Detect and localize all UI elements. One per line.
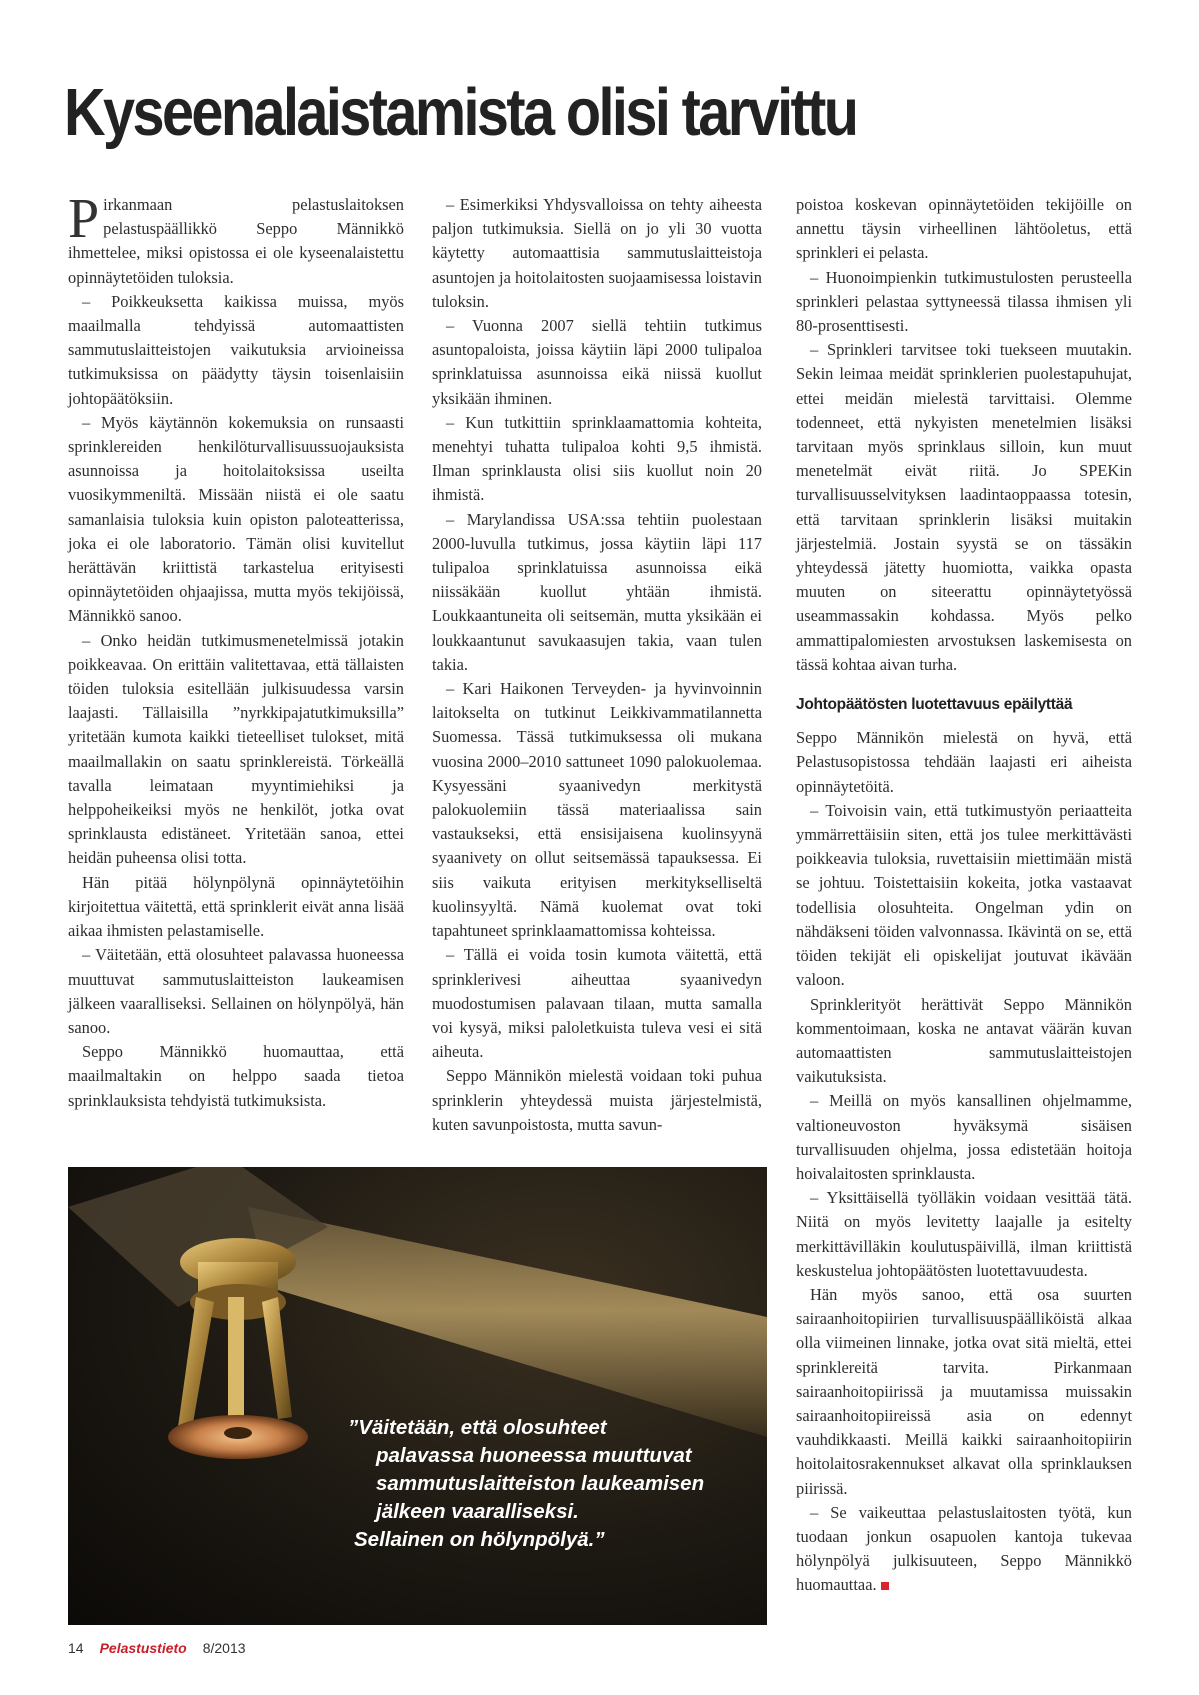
pull-quote-line: Sellainen on hölynpölyä.” bbox=[354, 1528, 605, 1551]
paragraph: – Sprinkleri tarvitsee toki tuekseen muutakin. Sekin leimaa meidät sprinklerien puolestapuhujat, ettei meidän mielestä tarvittaisi. Olemme todenneet, että nykyisten menetelmien lisäksi tarvitaan myös sprinklaus silloin, kun muut menetelmät eivät riitä. Jo SPEKin turvallisuusselvityksen laadintaoppaassa totesin, että tarvitaan sprinklerin lisäksi muitakin järjestelmiä. Jostain syystä se on tässäkin yhteydessä jätetty huomiotta, vaikka opasta muuten on siteerattu opinnäytetyössä useammassakin kohdassa. Myös pelko ammattipalomiesten arvostuksen laskemisesta on tässä kohtaa aivan turha. bbox=[796, 340, 1132, 674]
paragraph: – Esimerkiksi Yhdysvalloissa on tehty aiheesta paljon tutkimuksia. Siellä on jo yli 30 vuotta käytetty automaattisia sammutuslaitteistoja asuntojen ja hoitolaitosten suojaamisessa loistavin tuloksin. bbox=[432, 195, 762, 311]
end-of-article-mark bbox=[881, 1582, 889, 1590]
pull-quote-line: palavassa huoneessa muuttuvat bbox=[376, 1444, 692, 1467]
pull-quote-line: sammutuslaitteiston laukeamisen bbox=[376, 1472, 705, 1495]
paragraph: poistoa koskevan opinnäytetöiden tekijöille on annettu täysin virheellinen lähtöoletus, että sprinkleri ei pelasta. bbox=[796, 195, 1132, 263]
headline: Kyseenalaistamista olisi tarvittu bbox=[64, 75, 857, 150]
paragraph: – Myös käytännön kokemuksia on runsaasti sprinklereiden henkilöturvallisuussuojauksista asunnoissa ja hoitolaitoksissa useilta vuosikymmeniltä. Missään niistä ei ole saatu samanlaisia tuloksia kuin opiston paloteatterissa, joka ei ole laboratorio. Tämän olisi kuvitellut herättävän kriittistä tarkastelua erityisesti opinnäytetöiden ohjaajissa, mutta myös tekijöissä, Männikkö sanoo. bbox=[68, 412, 404, 626]
column-2 bbox=[432, 193, 762, 1137]
column-1 bbox=[68, 188, 404, 1113]
paragraph: Seppo Männikön mielestä voidaan toki puhua sprinklerin yhteydessä muista järjestelmistä, kuten savunpoistosta, mutta savun- bbox=[432, 1066, 762, 1134]
pull-quote-line: ”Väitetään, että olosuhteet bbox=[348, 1416, 607, 1439]
paragraph: – Toivoisin vain, että tutkimustyön periaatteita ymmärrettäisiin siten, että jos tulee merkittävästi poikkeavia tuloksia, ruvettaisiin miettimään mistä se johtuu. Toistettaisiin kokeita, jotka vastaavat todellisia olosuhteita. Ongelman ydin on nähdäkseni töiden valvonnassa. Ikävintä on se, että töiden tekijät eli opiskelijat joutuvat ikävään valoon. bbox=[796, 800, 1132, 990]
pull-quote-line: jälkeen vaaralliseksi. bbox=[376, 1500, 579, 1523]
page-number: 14 bbox=[68, 1640, 84, 1656]
paragraph: Seppo Männikkö huomauttaa, että maailmaltakin on helppo saada tietoa sprinklauksista tehdyistä tutkimuksista. bbox=[68, 1042, 404, 1110]
paragraph: – Meillä on myös kansallinen ohjelmamme, valtioneuvoston hyväksymä sisäisen turvallisuuden ohjelma, jossa edistetään hoitoja hoivalaitosten sprinklausta. bbox=[796, 1091, 1132, 1183]
column-3 bbox=[796, 193, 1132, 1598]
paragraph: – Yksittäisellä työlläkin voidaan vesittää tätä. Niitä on myös levitetty laajalle ja esitelty merkittävilläkin koulutuspäivillä, ilman kriittistä keskustelua johtopäätösten luotettavuudesta. bbox=[796, 1188, 1132, 1280]
pull-quote bbox=[348, 1414, 758, 1554]
paragraph: Seppo Männikön mielestä on hyvä, että Pelastusopistossa tehdään laajasti eri aiheista opinnäytetöitä. bbox=[796, 728, 1132, 796]
sprinkler-photo bbox=[68, 1167, 767, 1625]
paragraph: Hän pitää hölynpölynä opinnäytetöihin kirjoitettua väitettä, että sprinklerit eivät anna lisää aikaa ihmisten pelastamiselle. bbox=[68, 872, 404, 941]
paragraph: – Väitetään, että olosuhteet palavassa huoneessa muuttuvat sammutuslaitteiston laukeamisen jälkeen vaaralliseksi. Sellainen on hölynpölyä, hän sanoo. bbox=[68, 945, 404, 1037]
paragraph: – Kun tutkittiin sprinklaamattomia kohteita, menehtyi tuhatta tulipaloa kohti 9,5 ihmistä. Ilman sprinklausta olisi siis kuollut noin 20 ihmistä. bbox=[432, 412, 762, 505]
paragraph: Hän myös sanoo, että osa suurten sairaanhoitopiirien turvallisuuspäälliköistä alkaa olla viimeinen linnake, jotka ovat sitä mieltä, ettei sprinklereitä tarvita. Pirkanmaan sairaanhoitopiirissä ja muutamissa muissakin sairaanhoitopiireissä asia on edennyt vauhdikkaasti. Meillä kaikki sairaanhoitopiirin hoitolaitosrakennukset alkavat olla sprinklauksen piirissä. bbox=[796, 1284, 1132, 1498]
drop-cap: P bbox=[68, 188, 100, 250]
paragraph: – Kari Haikonen Terveyden- ja hyvinvoinnin laitokselta on tutkinut Leikkivammatilannetta Suomessa. Tässä tutkimuksessa oli mukana vuosina 2000–2010 sattuneet 1090 palokuolemaa. Kysyessäni syaanivedyn merkitystä palokuolemiin tässä materiaalissa sain vastaukseksi, että ensisijaisena kuolinsyynä syaanivety on ollut seitsemässä tapauksessa. Ei siis vaikuta erityisen merkitykselliseltä kuolinsyyltä. Nämä kuolemat ovat toki tapahtuneet sprinklaamattomissa kohteissa. bbox=[432, 679, 762, 941]
paragraph: – Se vaikeuttaa pelastuslaitosten työtä, kun tuodaan jonkun osapuolen kantoja tukevaa hölynpölyä julkisuuteen, Seppo Männikkö huomauttaa. bbox=[796, 1502, 1132, 1595]
paragraph: – Vuonna 2007 siellä tehtiin tutkimus asuntopaloista, joissa käytiin läpi 2000 tulipaloa sprinklatuissa asunnoissa eikä niissä kuollut yksikään ihminen. bbox=[432, 316, 762, 408]
magazine-logo: Pelastustieto bbox=[99, 1640, 187, 1656]
page-footer bbox=[68, 1640, 246, 1656]
subheading: Johtopäätösten luotettavuus epäilyttää bbox=[796, 696, 1073, 714]
paragraph: – Poikkeuksetta kaikissa muissa, myös maailmalla tehdyissä automaattisten sammutuslaitteistojen vaikutuksia arvioineissa tutkimuksissa on päädytty täysin toisenlaisiin johtopäätöksiin. bbox=[68, 291, 404, 408]
paragraph: – Huonoimpienkin tutkimustulosten perusteella sprinkleri pelastaa syttyneessä tilassa ihmisen yli 80-prosenttisesti. bbox=[796, 267, 1132, 336]
paragraph: – Tällä ei voida tosin kumota väitettä, että sprinklerivesi aiheuttaa syaanivedyn muodostumisen palavaan tilaan, mutta samalla voi kysyä, miksi paloletkuista tuleva vesi ei sitä aiheuta. bbox=[432, 945, 762, 1062]
sprinkler-illustration bbox=[68, 1167, 767, 1625]
issue-number: 8/2013 bbox=[202, 1640, 246, 1656]
paragraph: – Onko heidän tutkimusmenetelmissä jotakin poikkeavaa. On erittäin valitettavaa, että tällaisten töiden tuloksia esitellään julkisuudessa varsin laajasti. Tällaisilla ”nyrkkipajatutkimuksilla” yritetään kumota kaikki tieteelliset tulokset, mitä maailmallakin on saatu sprinklereistä. Törkeällä tavalla leimataan myyntimiehiksi ja helppoheikeiksi myös ne henkilöt, jotka ovat sprinklausta edistäneet. Yritetään sanoa, ettei heidän puheensa olisi totta. bbox=[68, 630, 404, 868]
paragraph: Pirkanmaan pelastuslaitoksen pelastuspäällikkö Seppo Männikkö ihmettelee, miksi opistossa ei ole kyseenalaistettu opinnäytetöiden tuloksia. bbox=[68, 188, 404, 287]
paragraph: – Marylandissa USA:ssa tehtiin puolestaan 2000-luvulla tutkimus, jossa käytiin läpi 117 tulipaloa sprinklatuissa asunnoissa eikä niissäkään kuollut yhtään ihmistä. Loukkaantuneita oli seitsemän, mutta yksikään ei loukkaantunut savukaasujen takia, vaan tulen takia. bbox=[432, 509, 762, 674]
paragraph: Sprinklerityöt herättivät Seppo Männikön kommentoimaan, koska ne antavat väärän kuvan automaattisten sammutuslaitteistojen vaikutuksista. bbox=[796, 994, 1132, 1087]
